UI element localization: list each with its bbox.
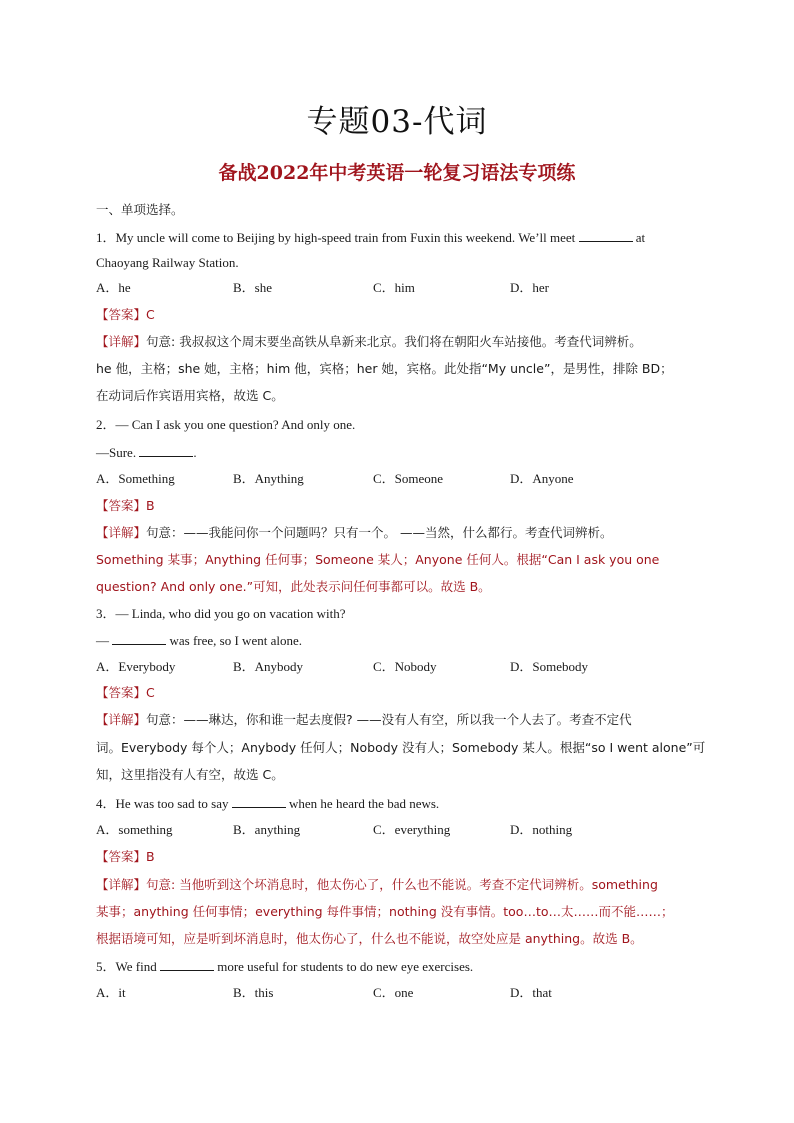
q3-stem-line-2: — was free, so I went alone. (96, 633, 302, 648)
q4-blank (232, 795, 286, 808)
q4-option-d: D．nothing (510, 822, 573, 837)
q2-blank (139, 444, 193, 457)
q2-option-a: A．Something (96, 471, 175, 486)
q2-option-d: D．Anyone (510, 471, 574, 486)
q4-options (96, 822, 706, 838)
q5-option-b: B．this (233, 985, 274, 1000)
q1-detail-line-1: 【详解】句意: 我叔叔这个周末要坐高铁从阜新来北京。我们将在朝阳火车站接他。考查代词辨析。 (96, 334, 642, 349)
q2-detail-line-2: Something 某事；Anything 任何事；Someone 某人；Anyone 任何人。根据“Can I ask you one (96, 552, 660, 567)
q1-option-c: C．him (373, 280, 415, 295)
q1-detail-line-2: he 他，主格；she 她，主格；him 他，宾格；her 她，宾格。此处指“My uncle”，是男性，排除 BD； (96, 361, 673, 376)
q2-option-b: B．Anything (233, 471, 304, 486)
q4-detail-line-2: 某事；anything 任何事情；everything 每件事情；nothing 没有事情。too…to…太……而不能……； (96, 904, 674, 919)
q3-options (96, 659, 706, 675)
q1-stem-b: at (635, 230, 646, 245)
q5-option-d: D．that (510, 985, 552, 1000)
q4-detail-line-1: 【详解】句意: 当他听到这个坏消息时，他太伤心了，什么也不能说。考查不定代词辨析。something (96, 877, 658, 892)
page-subtitle: 备战2022年中考英语一轮复习语法专项练 (218, 162, 576, 184)
q4-detail-line-3: 根据语境可知，应是听到坏消息时，他太伤心了，什么也不能说，故空处应是 anything。故选 B。 (96, 931, 643, 946)
q2-detail-line-1: 【详解】句意：——我能问你一个问题吗？只有一个。 ——当然，什么都行。考查代词辨析。 (96, 525, 613, 540)
q4-answer: 【答案】B (96, 849, 155, 864)
q5-stem: 5．We find more useful for students to do new eye exercises. (96, 959, 474, 974)
q2-options (96, 471, 706, 487)
q3-option-d: D．Somebody (510, 659, 589, 674)
q1-blank (579, 229, 633, 242)
q2-stem-line-2: —Sure. . (96, 445, 197, 460)
q5-option-c: C．one (373, 985, 414, 1000)
q4-stem: 4．He was too sad to say when he heard the bad news. (96, 796, 440, 811)
section-heading: 一、单项选择。 (96, 202, 184, 217)
q1-option-b: B．she (233, 280, 273, 295)
q5-option-a: A．it (96, 985, 126, 1000)
q3-option-c: C．Nobody (373, 659, 437, 674)
q1-options (96, 280, 706, 296)
q3-detail-line-1: 【详解】句意：——琳达，你和谁一起去度假? ——没有人有空，所以我一个人去了。考查不定代 (96, 712, 632, 727)
q5-options (96, 985, 706, 1001)
q2-answer: 【答案】B (96, 498, 155, 513)
q1-stem-a: 1．My uncle will come to Beijing by high-speed train from Fuxin this weekend. We’ll meet (96, 230, 576, 245)
q2-detail-line-3: question? And only one.”可知，此处表示问任何事都可以。故选 B。 (96, 579, 491, 594)
q3-option-a: A．Everybody (96, 659, 176, 674)
q1-answer: 【答案】C (96, 307, 155, 322)
q1-detail-line-3: 在动词后作宾语用宾格，故选 C。 (96, 388, 284, 403)
q3-detail-line-2: 词。Everybody 每个人；Anybody 任何人；Nobody 没有人；Somebody 某人。根据“so I went alone”可 (96, 740, 706, 755)
q2-option-c: C．Someone (373, 471, 444, 486)
q4-option-b: B．anything (233, 822, 301, 837)
q3-stem-line-1: 3．— Linda, who did you go on vacation with? (96, 606, 346, 621)
q1-option-a: A．he (96, 280, 131, 295)
q4-option-a: A．something (96, 822, 173, 837)
q2-stem-line-1: 2．— Can I ask you one question? And only one. (96, 417, 356, 432)
q1-stem-line-2: Chaoyang Railway Station. (96, 255, 239, 270)
q4-option-c: C．everything (373, 822, 451, 837)
q3-detail-line-3: 知，这里指没有人有空，故选 C。 (96, 767, 284, 782)
q3-blank (112, 632, 166, 645)
q3-answer: 【答案】C (96, 685, 155, 700)
q1-option-d: D．her (510, 280, 549, 295)
page-title: 专题03-代词 (306, 104, 488, 140)
q5-blank (160, 958, 214, 971)
q1-stem-line-1 (96, 229, 706, 246)
q3-option-b: B．Anybody (233, 659, 304, 674)
